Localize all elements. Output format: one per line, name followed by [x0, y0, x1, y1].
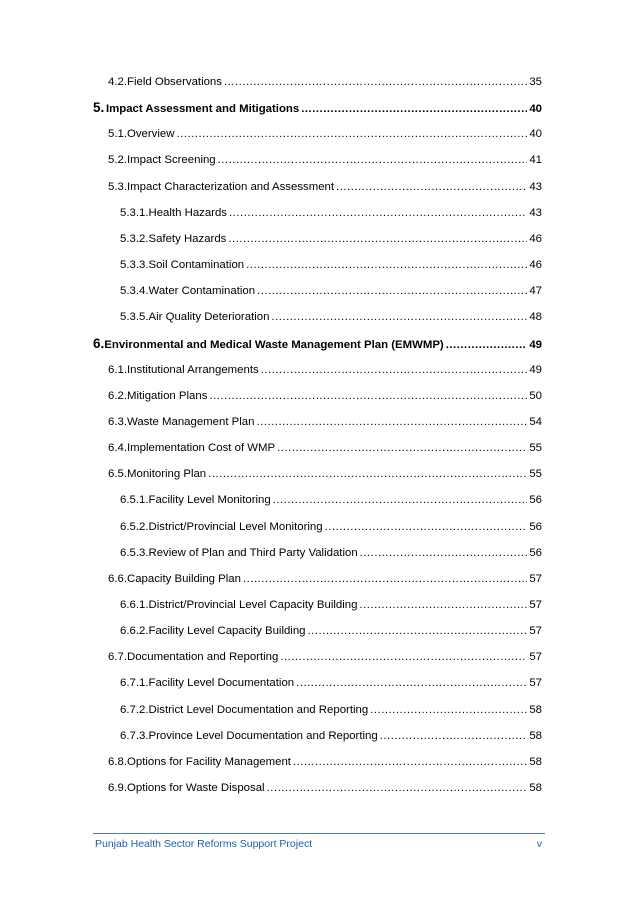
toc-entry-page: 58 — [529, 729, 542, 742]
toc-entry-number: 6.5.2. — [120, 520, 149, 533]
toc-leader-dots — [243, 571, 527, 587]
footer-page-number: v — [536, 838, 542, 850]
toc-entry-page: 57 — [529, 625, 542, 638]
toc-entry-page: 57 — [529, 572, 542, 585]
toc-entry-page: 43 — [529, 206, 542, 219]
toc-entry[interactable] — [108, 440, 542, 456]
toc-entry-page: 55 — [529, 442, 542, 455]
toc-entry-title: Soil Contamination — [148, 259, 245, 271]
toc-entry-page: 47 — [529, 285, 542, 298]
toc-entry-page: 58 — [529, 782, 542, 794]
toc-entry-number: 5.1. — [108, 128, 127, 141]
toc-entry[interactable] — [120, 519, 542, 535]
toc-entry-number: 6.7. — [108, 651, 127, 664]
toc-leader-dots — [256, 414, 527, 430]
toc-entry[interactable] — [108, 126, 542, 142]
toc-leader-dots — [209, 388, 527, 404]
toc-entry-number: 6.5.1. — [120, 494, 149, 507]
toc-entry[interactable] — [108, 179, 542, 195]
toc-entry-number: 6.7.2. — [120, 703, 149, 716]
toc-entry[interactable] — [108, 571, 542, 587]
toc-entry[interactable] — [108, 388, 542, 404]
footer-project-title: Punjab Health Sector Reforms Support Project — [95, 838, 313, 850]
toc-entry-number: 6.2. — [108, 389, 127, 402]
toc-entry-page: 35 — [529, 76, 542, 88]
toc-leader-dots — [224, 74, 527, 90]
toc-entry[interactable] — [120, 205, 542, 221]
toc-entry-page: 40 — [529, 128, 542, 141]
toc-leader-dots — [229, 205, 527, 221]
toc-leader-dots — [208, 466, 527, 482]
toc-leader-dots — [370, 702, 527, 718]
toc-entry-page: 54 — [529, 415, 542, 428]
toc-entry[interactable] — [108, 152, 542, 168]
toc-entry-page: 57 — [529, 599, 542, 611]
toc-entry-title: Health Hazards — [148, 206, 228, 219]
toc-entry-page: 56 — [529, 494, 542, 507]
toc-entry[interactable] — [120, 597, 542, 613]
toc-entry-page: 50 — [529, 389, 542, 402]
toc-leader-dots — [246, 257, 527, 273]
toc-leader-dots — [273, 492, 528, 508]
toc-entry-number: 6.1. — [108, 363, 127, 376]
toc-entry-title: Waste Management Plan — [127, 415, 255, 428]
toc-entry-page: 49 — [529, 363, 542, 376]
toc-entry-title: Capacity Building Plan — [127, 572, 241, 585]
toc-entry-title: Air Quality Deterioration — [148, 311, 270, 324]
toc-entry-page: 56 — [529, 546, 542, 559]
toc-entry[interactable] — [120, 283, 542, 299]
toc-entry[interactable] — [93, 100, 542, 116]
toc-leader-dots — [176, 126, 527, 142]
toc-entry-title: District Level Documentation and Reporting — [148, 703, 369, 716]
toc-entry-number: 5.3.5. — [120, 311, 149, 324]
toc-leader-dots — [296, 675, 527, 691]
toc-entry-title: Field Observations — [127, 76, 222, 88]
toc-entry[interactable] — [120, 257, 542, 273]
toc-entry-page: 49 — [529, 338, 542, 351]
toc-entry-number: 5.3.4. — [120, 285, 149, 298]
toc-entry-page: 58 — [529, 703, 542, 716]
toc-entry-number: 4.2. — [108, 76, 127, 88]
toc-entry-title: Safety Hazards — [148, 232, 227, 245]
toc-leader-dots — [280, 649, 527, 665]
toc-leader-dots — [257, 283, 527, 299]
toc-entry-title: Implementation Cost of WMP — [127, 442, 276, 455]
toc-entry[interactable] — [120, 728, 542, 744]
toc-entry-title: Options for Waste Disposal — [127, 782, 265, 794]
footer-rule — [93, 833, 545, 834]
toc-entry-title: Environmental and Medical Waste Management Plan (EMWMP) — [104, 338, 444, 351]
toc-entry-number: 6.3. — [108, 415, 127, 428]
toc-entry[interactable] — [120, 675, 542, 691]
toc-entry-title: Facility Level Monitoring — [148, 494, 271, 507]
toc-entry[interactable] — [93, 336, 542, 352]
toc-leader-dots — [293, 754, 527, 770]
toc-entry-number: 5.3. — [108, 180, 127, 193]
toc-leader-dots — [308, 623, 528, 639]
toc-leader-dots — [446, 337, 528, 353]
toc-entry[interactable] — [108, 466, 542, 482]
toc-entry-title: Province Level Documentation and Reporting — [148, 729, 378, 742]
toc-entry-title: Overview — [127, 128, 175, 141]
toc-entry-number: 6.6.1. — [120, 599, 149, 611]
toc-entry-title: District/Provincial Level Monitoring — [148, 520, 323, 533]
toc-entry-page: 55 — [529, 468, 542, 481]
toc-entry[interactable] — [108, 649, 542, 665]
toc-leader-dots — [359, 597, 527, 613]
toc-entry-title: Options for Facility Management — [127, 755, 291, 768]
toc-entry[interactable] — [120, 492, 542, 508]
toc-entry-number: 6.5. — [108, 468, 127, 481]
toc-entry-number: 6.6. — [108, 572, 127, 585]
toc-leader-dots — [261, 362, 528, 378]
toc-entry-title: Impact Assessment and Mitigations — [105, 103, 300, 116]
toc-entry[interactable] — [108, 362, 542, 378]
toc-leader-dots — [267, 780, 528, 796]
toc-entry-title: Review of Plan and Third Party Validation — [148, 546, 358, 559]
toc-entry-number: 6.8. — [108, 755, 127, 768]
toc-leader-dots — [336, 179, 527, 195]
toc-entry-page: 43 — [529, 180, 542, 193]
toc-entry[interactable] — [108, 780, 542, 796]
toc-entry[interactable] — [108, 74, 542, 90]
toc-entry-title: Impact Screening — [127, 154, 216, 167]
toc-entry-title: Facility Level Capacity Building — [148, 625, 306, 638]
toc-entry-page: 57 — [529, 677, 542, 690]
toc-entry-page: 58 — [529, 755, 542, 768]
toc-leader-dots — [277, 440, 527, 456]
toc-entry-number: 5.3.1. — [120, 206, 149, 219]
toc-entry-page: 46 — [529, 232, 542, 245]
toc-entry-number: 6.4. — [108, 442, 127, 455]
toc-entry[interactable] — [120, 702, 542, 718]
toc-leader-dots — [218, 152, 528, 168]
toc-entry-number: 6.5.3. — [120, 546, 149, 559]
toc-entry-number: 5.3.2. — [120, 232, 149, 245]
toc-entry-title: District/Provincial Level Capacity Building — [148, 599, 358, 611]
toc-leader-dots — [380, 728, 528, 744]
toc-entry[interactable] — [108, 414, 542, 430]
toc-entry-number: 6.9. — [108, 782, 127, 794]
toc-entry-page: 48 — [529, 311, 542, 324]
toc-leader-dots — [301, 101, 527, 117]
toc-entry[interactable] — [120, 231, 542, 247]
toc-entry-number: 5.2. — [108, 154, 127, 167]
toc-entry-title: Facility Level Documentation — [148, 677, 295, 690]
toc-entry-title: Mitigation Plans — [127, 389, 208, 402]
toc-entry[interactable] — [120, 545, 542, 561]
toc-entry-number: 6.7.3. — [120, 729, 149, 742]
toc-entry-title: Impact Characterization and Assessment — [127, 180, 335, 193]
toc-entry-number: 6. — [93, 335, 105, 351]
toc-entry-page: 41 — [529, 154, 542, 167]
toc-leader-dots — [228, 231, 527, 247]
toc-entry-title: Institutional Arrangements — [127, 363, 259, 376]
toc-entry-title: Water Contamination — [148, 285, 256, 298]
toc-leader-dots — [325, 519, 528, 535]
toc-entry[interactable] — [120, 309, 542, 325]
toc-entry-page: 56 — [529, 520, 542, 533]
toc-entry-number: 6.6.2. — [120, 625, 149, 638]
toc-leader-dots — [271, 309, 527, 325]
toc-entry-title: Monitoring Plan — [127, 468, 207, 481]
toc-entry[interactable] — [108, 754, 542, 770]
toc-entry-number: 5. — [93, 100, 105, 116]
toc-entry-number: 6.7.1. — [120, 677, 149, 690]
toc-entry-number: 5.3.3. — [120, 259, 149, 271]
toc-entry[interactable] — [120, 623, 542, 639]
toc-leader-dots — [360, 545, 528, 561]
toc-entry-page: 57 — [529, 651, 542, 664]
toc-entry-title: Documentation and Reporting — [127, 651, 279, 664]
toc-entry-page: 46 — [529, 259, 542, 271]
toc-entry-page: 40 — [529, 103, 542, 116]
